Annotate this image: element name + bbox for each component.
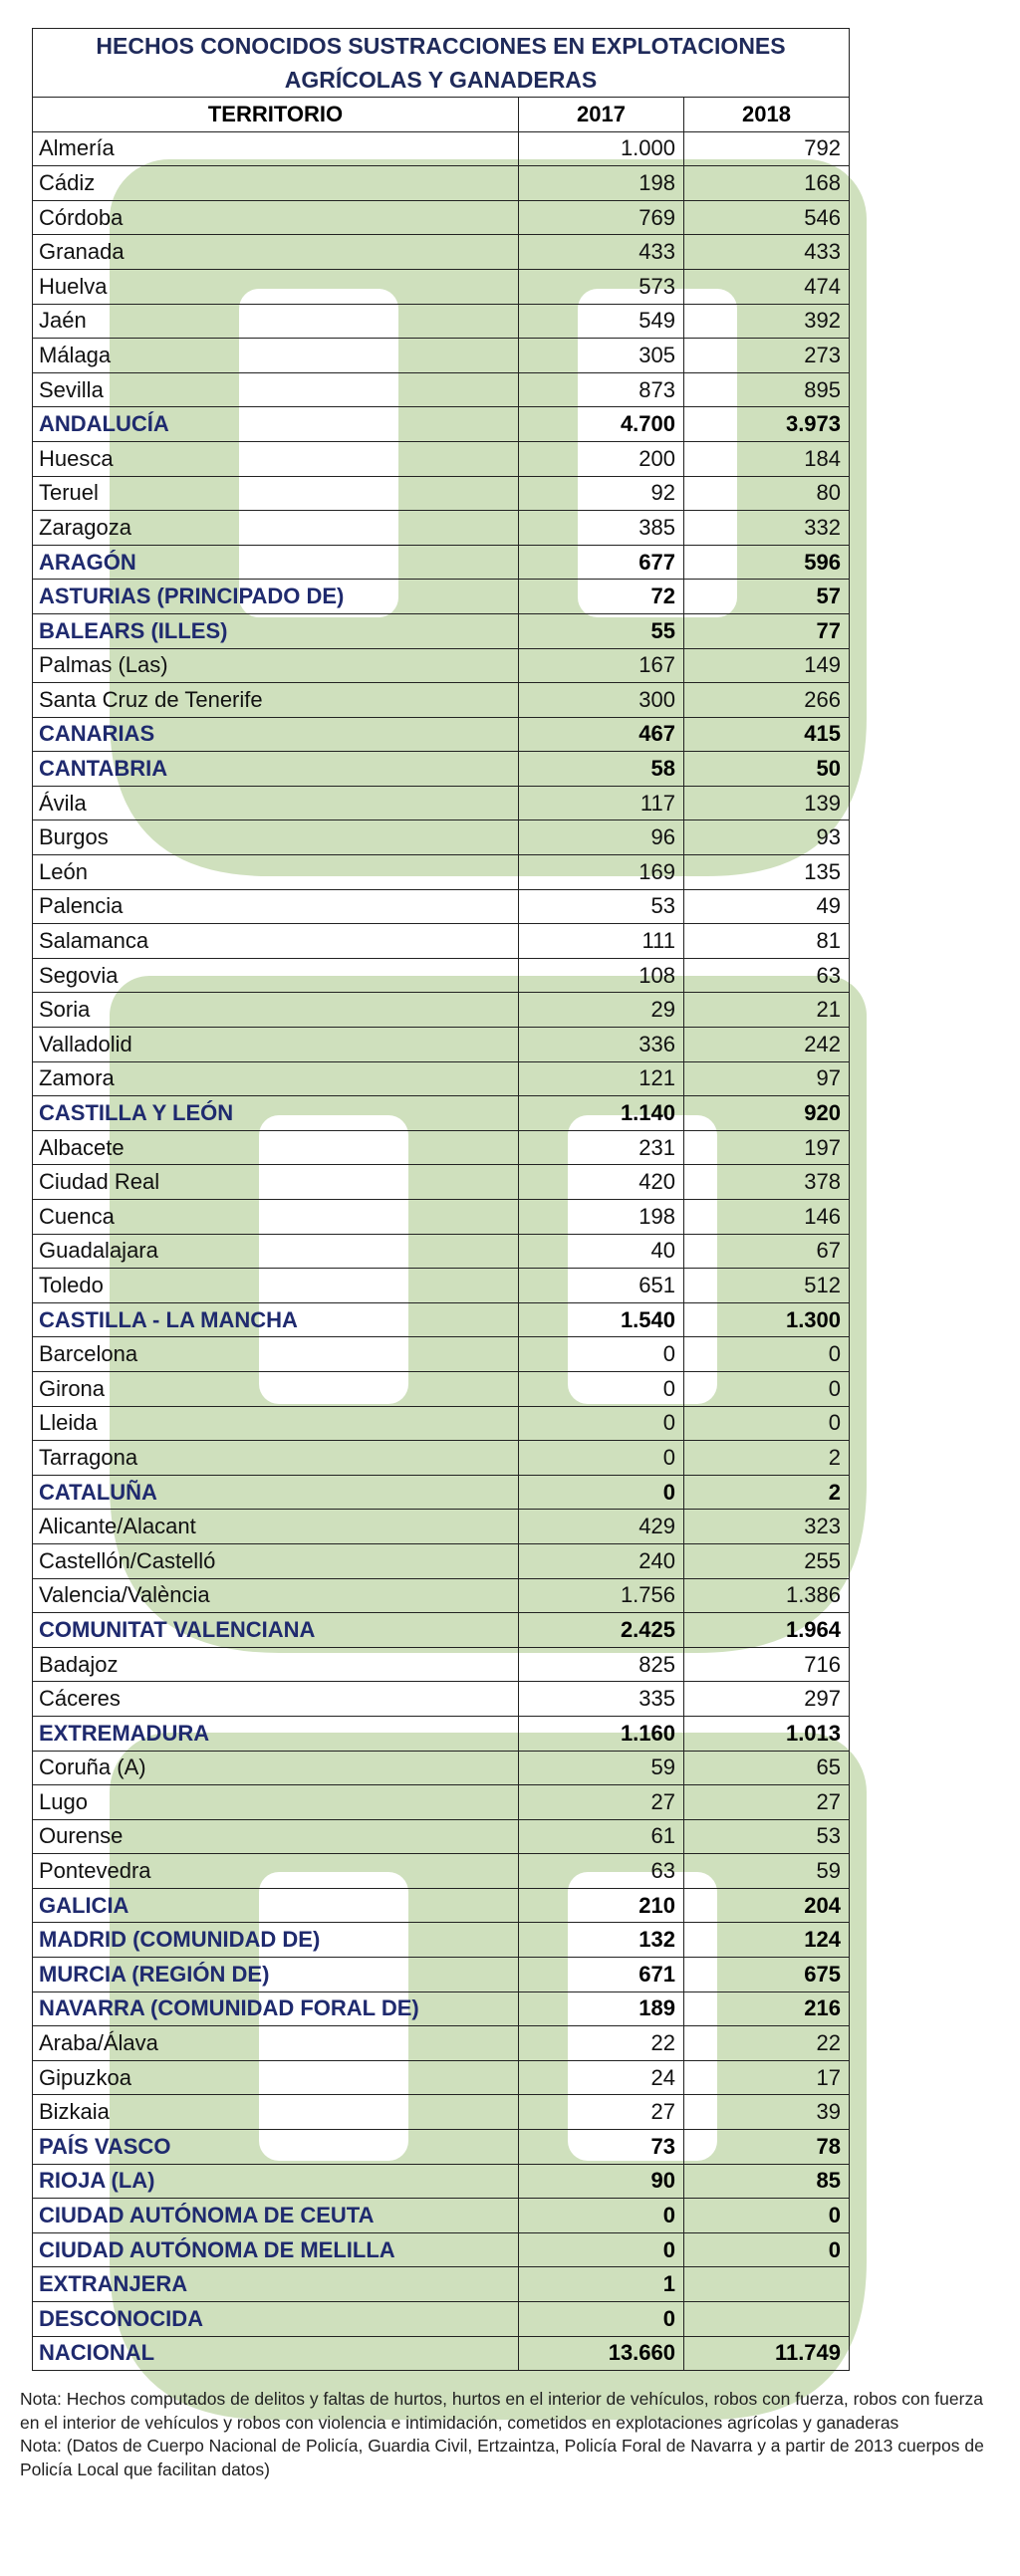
value-2018-cell: 0	[684, 2232, 850, 2267]
value-2017-cell: 72	[519, 580, 684, 614]
region-total-row	[33, 1475, 850, 1510]
value-2017-cell: 769	[519, 200, 684, 235]
province-row	[33, 372, 850, 407]
territory-cell: Lugo	[33, 1785, 519, 1820]
region-total-row	[33, 1958, 850, 1992]
value-2018-cell: 1.300	[684, 1302, 850, 1337]
region-total-row	[33, 1613, 850, 1648]
value-2017-cell: 0	[519, 2232, 684, 2267]
value-2018-cell: 149	[684, 648, 850, 683]
value-2018-cell: 59	[684, 1854, 850, 1889]
value-2018-cell: 53	[684, 1819, 850, 1854]
region-total-row	[33, 1716, 850, 1751]
region-total-row	[33, 752, 850, 787]
territory-cell: Burgos	[33, 820, 519, 855]
value-2018-cell: 675	[684, 1958, 850, 1992]
value-2018-cell: 78	[684, 2130, 850, 2165]
value-2017-cell: 1	[519, 2267, 684, 2302]
province-row	[33, 889, 850, 924]
territory-cell: ANDALUCÍA	[33, 407, 519, 442]
value-2017-cell: 96	[519, 820, 684, 855]
territory-cell: ARAGÓN	[33, 545, 519, 580]
value-2017-cell: 651	[519, 1269, 684, 1303]
value-2017-cell: 0	[519, 1475, 684, 1510]
province-row	[33, 1510, 850, 1544]
value-2018-cell: 57	[684, 580, 850, 614]
value-2017-cell: 240	[519, 1543, 684, 1578]
territory-cell: CASTILLA - LA MANCHA	[33, 1302, 519, 1337]
territory-cell: NACIONAL	[33, 2336, 519, 2371]
value-2018-cell: 0	[684, 1337, 850, 1372]
territory-cell: Ciudad Real	[33, 1165, 519, 1200]
value-2018-cell: 433	[684, 235, 850, 270]
region-total-row	[33, 1888, 850, 1923]
region-total-row	[33, 2199, 850, 2233]
region-total-row	[33, 580, 850, 614]
value-2018-cell: 146	[684, 1200, 850, 1235]
territory-cell: CIUDAD AUTÓNOMA DE MELILLA	[33, 2232, 519, 2267]
value-2017-cell: 0	[519, 1406, 684, 1441]
region-total-row	[33, 1096, 850, 1131]
territory-cell: Cádiz	[33, 166, 519, 201]
territory-cell: Araba/Álava	[33, 2026, 519, 2061]
value-2018-cell: 1.964	[684, 1613, 850, 1648]
province-row	[33, 235, 850, 270]
territory-cell: Huelva	[33, 269, 519, 304]
value-2017-cell: 305	[519, 339, 684, 373]
value-2017-cell: 53	[519, 889, 684, 924]
value-2017-cell: 55	[519, 613, 684, 648]
value-2017-cell: 29	[519, 993, 684, 1028]
value-2018-cell: 596	[684, 545, 850, 580]
footnote-1: Nota: Hechos computados de delitos y faltas de hurtos, hurtos en el interior de vehículos, robos con fuerza, robos con fuerza en el interior de vehículos y robos con violencia e intimidación, cometidos en explotaciones agrícolas y ganaderas	[20, 2389, 983, 2433]
province-row	[33, 1751, 850, 1785]
value-2017-cell: 210	[519, 1888, 684, 1923]
region-total-row	[33, 613, 850, 648]
footnote-2: Nota: (Datos de Cuerpo Nacional de Policía, Guardia Civil, Ertzaintza, Policía Foral de Navarra y a partir de 2013 cuerpos de Policía Local que facilitan datos)	[20, 2436, 984, 2479]
value-2018-cell: 323	[684, 1510, 850, 1544]
value-2017-cell: 24	[519, 2060, 684, 2095]
province-row	[33, 200, 850, 235]
territory-cell: León	[33, 855, 519, 890]
territory-cell: CANTABRIA	[33, 752, 519, 787]
thefts-table	[32, 28, 850, 2371]
province-row	[33, 924, 850, 959]
value-2017-cell: 111	[519, 924, 684, 959]
province-row	[33, 1578, 850, 1613]
value-2018-cell: 2	[684, 1475, 850, 1510]
value-2017-cell: 1.140	[519, 1096, 684, 1131]
value-2018-cell: 39	[684, 2095, 850, 2130]
data-table-container	[32, 28, 849, 2371]
province-row	[33, 855, 850, 890]
territory-cell: NAVARRA (COMUNIDAD FORAL DE)	[33, 1991, 519, 2026]
territory-cell: Teruel	[33, 476, 519, 511]
value-2017-cell: 0	[519, 2199, 684, 2233]
province-row	[33, 269, 850, 304]
territory-cell: Jaén	[33, 304, 519, 339]
value-2018-cell: 332	[684, 511, 850, 546]
province-row	[33, 1647, 850, 1682]
value-2017-cell: 198	[519, 1200, 684, 1235]
value-2017-cell: 121	[519, 1061, 684, 1096]
province-row	[33, 1406, 850, 1441]
value-2018-cell: 0	[684, 2199, 850, 2233]
territory-cell: Alicante/Alacant	[33, 1510, 519, 1544]
value-2017-cell: 198	[519, 166, 684, 201]
territory-cell: Palmas (Las)	[33, 648, 519, 683]
province-row	[33, 1337, 850, 1372]
territory-cell: RIOJA (LA)	[33, 2164, 519, 2199]
territory-cell: Albacete	[33, 1130, 519, 1165]
territory-cell: Córdoba	[33, 200, 519, 235]
value-2018-cell: 392	[684, 304, 850, 339]
territory-cell: CIUDAD AUTÓNOMA DE CEUTA	[33, 2199, 519, 2233]
territory-cell: Zaragoza	[33, 511, 519, 546]
territory-cell: Valladolid	[33, 1028, 519, 1062]
value-2017-cell: 1.000	[519, 131, 684, 166]
value-2018-cell	[684, 2302, 850, 2337]
value-2017-cell: 336	[519, 1028, 684, 1062]
value-2017-cell: 22	[519, 2026, 684, 2061]
value-2017-cell: 300	[519, 683, 684, 718]
territory-cell: Castellón/Castelló	[33, 1543, 519, 1578]
region-total-row	[33, 2267, 850, 2302]
province-row	[33, 2026, 850, 2061]
value-2018-cell: 168	[684, 166, 850, 201]
value-2017-cell: 433	[519, 235, 684, 270]
province-row	[33, 2060, 850, 2095]
value-2018-cell: 85	[684, 2164, 850, 2199]
province-row	[33, 304, 850, 339]
region-total-row	[33, 1302, 850, 1337]
territory-cell: Gipuzkoa	[33, 2060, 519, 2095]
region-total-row	[33, 2302, 850, 2337]
value-2018-cell: 50	[684, 752, 850, 787]
value-2018-cell: 65	[684, 1751, 850, 1785]
province-row	[33, 648, 850, 683]
territory-cell: PAÍS VASCO	[33, 2130, 519, 2165]
value-2017-cell: 27	[519, 1785, 684, 1820]
value-2018-cell: 27	[684, 1785, 850, 1820]
province-row	[33, 1028, 850, 1062]
province-row	[33, 1785, 850, 1820]
province-row	[33, 993, 850, 1028]
value-2017-cell: 63	[519, 1854, 684, 1889]
territory-cell: Coruña (A)	[33, 1751, 519, 1785]
territory-cell: BALEARS (ILLES)	[33, 613, 519, 648]
province-row	[33, 1441, 850, 1476]
value-2017-cell: 1.540	[519, 1302, 684, 1337]
value-2018-cell: 80	[684, 476, 850, 511]
value-2017-cell: 2.425	[519, 1613, 684, 1648]
territory-cell: Huesca	[33, 441, 519, 476]
province-row	[33, 1371, 850, 1406]
value-2017-cell: 0	[519, 1371, 684, 1406]
column-header-2018: 2018	[684, 98, 850, 132]
territory-cell: Cuenca	[33, 1200, 519, 1235]
province-row	[33, 1165, 850, 1200]
value-2018-cell: 0	[684, 1371, 850, 1406]
region-total-row	[33, 1991, 850, 2026]
value-2018-cell: 93	[684, 820, 850, 855]
territory-cell: Salamanca	[33, 924, 519, 959]
value-2018-cell: 2	[684, 1441, 850, 1476]
value-2018-cell: 0	[684, 1406, 850, 1441]
value-2018-cell: 21	[684, 993, 850, 1028]
province-row	[33, 1269, 850, 1303]
territory-cell: DESCONOCIDA	[33, 2302, 519, 2337]
value-2018-cell: 266	[684, 683, 850, 718]
territory-cell: CATALUÑA	[33, 1475, 519, 1510]
territory-cell: Bizkaia	[33, 2095, 519, 2130]
province-row	[33, 1061, 850, 1096]
region-total-row	[33, 2164, 850, 2199]
province-row	[33, 131, 850, 166]
value-2017-cell: 467	[519, 717, 684, 752]
value-2017-cell: 27	[519, 2095, 684, 2130]
territory-cell: Toledo	[33, 1269, 519, 1303]
territory-cell: Barcelona	[33, 1337, 519, 1372]
value-2018-cell: 716	[684, 1647, 850, 1682]
territory-cell: COMUNITAT VALENCIANA	[33, 1613, 519, 1648]
value-2018-cell: 546	[684, 200, 850, 235]
value-2018-cell: 3.973	[684, 407, 850, 442]
value-2017-cell: 335	[519, 1682, 684, 1717]
value-2017-cell: 132	[519, 1923, 684, 1958]
territory-cell: CANARIAS	[33, 717, 519, 752]
value-2017-cell: 549	[519, 304, 684, 339]
province-row	[33, 820, 850, 855]
value-2017-cell: 0	[519, 1441, 684, 1476]
value-2017-cell: 92	[519, 476, 684, 511]
value-2017-cell: 573	[519, 269, 684, 304]
region-total-row	[33, 2130, 850, 2165]
territory-cell: Ourense	[33, 1819, 519, 1854]
value-2017-cell: 59	[519, 1751, 684, 1785]
region-total-row	[33, 1923, 850, 1958]
territory-cell: Badajoz	[33, 1647, 519, 1682]
value-2017-cell: 189	[519, 1991, 684, 2026]
value-2017-cell: 117	[519, 786, 684, 820]
value-2018-cell: 1.013	[684, 1716, 850, 1751]
province-row	[33, 1234, 850, 1269]
value-2017-cell: 677	[519, 545, 684, 580]
province-row	[33, 683, 850, 718]
value-2018-cell: 792	[684, 131, 850, 166]
province-row	[33, 1130, 850, 1165]
value-2017-cell: 0	[519, 2302, 684, 2337]
territory-cell: CASTILLA Y LEÓN	[33, 1096, 519, 1131]
table-title-line2: AGRÍCOLAS Y GANADERAS	[33, 63, 850, 98]
value-2018-cell: 124	[684, 1923, 850, 1958]
value-2018-cell: 216	[684, 1991, 850, 2026]
national-total-row	[33, 2336, 850, 2371]
value-2017-cell: 58	[519, 752, 684, 787]
value-2018-cell: 273	[684, 339, 850, 373]
province-row	[33, 1819, 850, 1854]
region-total-row	[33, 717, 850, 752]
province-row	[33, 511, 850, 546]
value-2018-cell: 378	[684, 1165, 850, 1200]
region-total-row	[33, 2232, 850, 2267]
territory-cell: Pontevedra	[33, 1854, 519, 1889]
territory-cell: Almería	[33, 131, 519, 166]
value-2018-cell: 895	[684, 372, 850, 407]
value-2017-cell: 200	[519, 441, 684, 476]
territory-cell: GALICIA	[33, 1888, 519, 1923]
territory-cell: Santa Cruz de Tenerife	[33, 683, 519, 718]
value-2017-cell: 1.756	[519, 1578, 684, 1613]
value-2017-cell: 169	[519, 855, 684, 890]
value-2017-cell: 61	[519, 1819, 684, 1854]
territory-cell: Palencia	[33, 889, 519, 924]
value-2017-cell: 167	[519, 648, 684, 683]
value-2018-cell: 920	[684, 1096, 850, 1131]
territory-cell: Sevilla	[33, 372, 519, 407]
territory-cell: Guadalajara	[33, 1234, 519, 1269]
territory-cell: Ávila	[33, 786, 519, 820]
value-2017-cell: 40	[519, 1234, 684, 1269]
value-2017-cell: 671	[519, 1958, 684, 1992]
value-2018-cell: 297	[684, 1682, 850, 1717]
province-row	[33, 166, 850, 201]
territory-cell: Girona	[33, 1371, 519, 1406]
territory-cell: EXTREMADURA	[33, 1716, 519, 1751]
value-2018-cell: 81	[684, 924, 850, 959]
territory-cell: EXTRANJERA	[33, 2267, 519, 2302]
province-row	[33, 2095, 850, 2130]
column-header-2017: 2017	[519, 98, 684, 132]
province-row	[33, 1682, 850, 1717]
value-2018-cell: 11.749	[684, 2336, 850, 2371]
territory-cell: Tarragona	[33, 1441, 519, 1476]
value-2018-cell: 49	[684, 889, 850, 924]
value-2017-cell: 873	[519, 372, 684, 407]
territory-cell: Málaga	[33, 339, 519, 373]
value-2018-cell: 67	[684, 1234, 850, 1269]
province-row	[33, 1543, 850, 1578]
value-2017-cell: 231	[519, 1130, 684, 1165]
value-2018-cell: 197	[684, 1130, 850, 1165]
region-total-row	[33, 545, 850, 580]
value-2018-cell: 22	[684, 2026, 850, 2061]
territory-cell: ASTURIAS (PRINCIPADO DE)	[33, 580, 519, 614]
province-row	[33, 339, 850, 373]
value-2017-cell: 13.660	[519, 2336, 684, 2371]
value-2017-cell: 108	[519, 958, 684, 993]
province-row	[33, 476, 850, 511]
value-2018-cell: 17	[684, 2060, 850, 2095]
value-2018-cell: 474	[684, 269, 850, 304]
value-2018-cell: 63	[684, 958, 850, 993]
value-2018-cell: 512	[684, 1269, 850, 1303]
value-2018-cell: 77	[684, 613, 850, 648]
value-2018-cell: 135	[684, 855, 850, 890]
value-2018-cell: 97	[684, 1061, 850, 1096]
value-2018-cell: 242	[684, 1028, 850, 1062]
province-row	[33, 1854, 850, 1889]
value-2018-cell: 1.386	[684, 1578, 850, 1613]
value-2017-cell: 420	[519, 1165, 684, 1200]
value-2018-cell	[684, 2267, 850, 2302]
value-2018-cell: 255	[684, 1543, 850, 1578]
territory-cell: Cáceres	[33, 1682, 519, 1717]
province-row	[33, 441, 850, 476]
territory-cell: Zamora	[33, 1061, 519, 1096]
value-2017-cell: 73	[519, 2130, 684, 2165]
territory-cell: MURCIA (REGIÓN DE)	[33, 1958, 519, 1992]
value-2018-cell: 139	[684, 786, 850, 820]
territory-cell: Soria	[33, 993, 519, 1028]
territory-cell: Segovia	[33, 958, 519, 993]
province-row	[33, 786, 850, 820]
value-2017-cell: 385	[519, 511, 684, 546]
table-title-line1: HECHOS CONOCIDOS SUSTRACCIONES EN EXPLOTACIONES	[33, 29, 850, 64]
value-2017-cell: 825	[519, 1647, 684, 1682]
province-row	[33, 1200, 850, 1235]
value-2018-cell: 184	[684, 441, 850, 476]
province-row	[33, 958, 850, 993]
value-2017-cell: 0	[519, 1337, 684, 1372]
region-total-row	[33, 407, 850, 442]
value-2017-cell: 429	[519, 1510, 684, 1544]
table-body	[33, 131, 850, 2336]
value-2017-cell: 1.160	[519, 1716, 684, 1751]
value-2017-cell: 4.700	[519, 407, 684, 442]
footnotes	[20, 2388, 1006, 2481]
territory-cell: Valencia/València	[33, 1578, 519, 1613]
column-header-territory: TERRITORIO	[33, 98, 519, 132]
value-2018-cell: 415	[684, 717, 850, 752]
value-2018-cell: 204	[684, 1888, 850, 1923]
value-2017-cell: 90	[519, 2164, 684, 2199]
territory-cell: Granada	[33, 235, 519, 270]
territory-cell: MADRID (COMUNIDAD DE)	[33, 1923, 519, 1958]
territory-cell: Lleida	[33, 1406, 519, 1441]
